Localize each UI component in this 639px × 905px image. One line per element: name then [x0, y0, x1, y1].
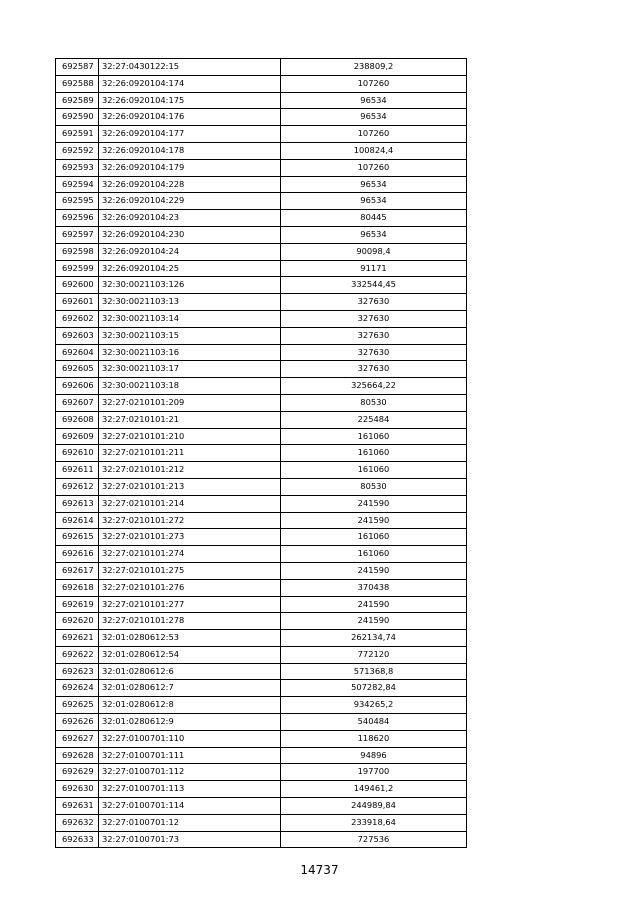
table-row [56, 428, 467, 445]
table-row [56, 142, 467, 159]
table-row [56, 277, 467, 294]
table-row [56, 478, 467, 495]
row-id-cell: 692599 [56, 260, 99, 277]
value-cell: 233918,64 [281, 814, 467, 831]
table-row [56, 596, 467, 613]
row-id-cell: 692604 [56, 344, 99, 361]
table-row [56, 243, 467, 260]
row-id-cell: 692598 [56, 243, 99, 260]
cadastral-number-cell: 32:01:0280612:9 [99, 714, 281, 731]
value-cell: 90098,4 [281, 243, 467, 260]
row-id-cell: 692619 [56, 596, 99, 613]
value-cell: 540484 [281, 714, 467, 731]
cadastral-number-cell: 32:26:0920104:23 [99, 210, 281, 227]
row-id-cell: 692605 [56, 361, 99, 378]
table-row [56, 781, 467, 798]
row-id-cell: 692591 [56, 126, 99, 143]
value-cell: 96534 [281, 226, 467, 243]
value-cell: 225484 [281, 411, 467, 428]
data-table [55, 58, 467, 848]
value-cell: 161060 [281, 546, 467, 563]
row-id-cell: 692629 [56, 764, 99, 781]
cadastral-number-cell: 32:27:0210101:212 [99, 462, 281, 479]
value-cell: 238809,2 [281, 59, 467, 76]
cadastral-number-cell: 32:27:0210101:209 [99, 394, 281, 411]
cadastral-number-cell: 32:27:0210101:211 [99, 445, 281, 462]
value-cell: 370438 [281, 579, 467, 596]
value-cell: 241590 [281, 613, 467, 630]
value-cell: 118620 [281, 730, 467, 747]
page-number: 14737 [300, 863, 339, 877]
row-id-cell: 692615 [56, 529, 99, 546]
cadastral-number-cell: 32:26:0920104:177 [99, 126, 281, 143]
value-cell: 241590 [281, 495, 467, 512]
value-cell: 262134,74 [281, 630, 467, 647]
row-id-cell: 692627 [56, 730, 99, 747]
table-row [56, 176, 467, 193]
row-id-cell: 692597 [56, 226, 99, 243]
cadastral-number-cell: 32:30:0021103:14 [99, 310, 281, 327]
table-row [56, 378, 467, 395]
row-id-cell: 692590 [56, 109, 99, 126]
row-id-cell: 692588 [56, 75, 99, 92]
cadastral-number-cell: 32:26:0920104:176 [99, 109, 281, 126]
value-cell: 327630 [281, 310, 467, 327]
row-id-cell: 692628 [56, 747, 99, 764]
cadastral-number-cell: 32:27:0210101:214 [99, 495, 281, 512]
row-id-cell: 692618 [56, 579, 99, 596]
value-cell: 96534 [281, 193, 467, 210]
table-row [56, 646, 467, 663]
value-cell: 772120 [281, 646, 467, 663]
value-cell: 161060 [281, 428, 467, 445]
table-row [56, 226, 467, 243]
value-cell: 244989,84 [281, 798, 467, 815]
table-row [56, 546, 467, 563]
value-cell: 94896 [281, 747, 467, 764]
value-cell: 161060 [281, 445, 467, 462]
cadastral-number-cell: 32:30:0021103:16 [99, 344, 281, 361]
value-cell: 80530 [281, 478, 467, 495]
cadastral-number-cell: 32:27:0430122:15 [99, 59, 281, 76]
cadastral-number-cell: 32:30:0021103:18 [99, 378, 281, 395]
row-id-cell: 692601 [56, 294, 99, 311]
row-id-cell: 692594 [56, 176, 99, 193]
table-row [56, 730, 467, 747]
table-row [56, 680, 467, 697]
value-cell: 327630 [281, 327, 467, 344]
row-id-cell: 692621 [56, 630, 99, 647]
row-id-cell: 692625 [56, 697, 99, 714]
value-cell: 96534 [281, 109, 467, 126]
value-cell: 241590 [281, 512, 467, 529]
value-cell: 100824,4 [281, 142, 467, 159]
row-id-cell: 692632 [56, 814, 99, 831]
cadastral-number-cell: 32:01:0280612:54 [99, 646, 281, 663]
value-cell: 327630 [281, 294, 467, 311]
cadastral-number-cell: 32:27:0210101:276 [99, 579, 281, 596]
cadastral-number-cell: 32:27:0100701:114 [99, 798, 281, 815]
value-cell: 149461,2 [281, 781, 467, 798]
row-id-cell: 692622 [56, 646, 99, 663]
table-row [56, 193, 467, 210]
cadastral-number-cell: 32:30:0021103:15 [99, 327, 281, 344]
row-id-cell: 692624 [56, 680, 99, 697]
table-row [56, 462, 467, 479]
value-cell: 241590 [281, 562, 467, 579]
table-row [56, 814, 467, 831]
value-cell: 325664,22 [281, 378, 467, 395]
row-id-cell: 692617 [56, 562, 99, 579]
value-cell: 107260 [281, 159, 467, 176]
row-id-cell: 692623 [56, 663, 99, 680]
row-id-cell: 692610 [56, 445, 99, 462]
row-id-cell: 692596 [56, 210, 99, 227]
table-row [56, 260, 467, 277]
cadastral-number-cell: 32:01:0280612:7 [99, 680, 281, 697]
table-row [56, 394, 467, 411]
cadastral-number-cell: 32:27:0210101:21 [99, 411, 281, 428]
table-row [56, 630, 467, 647]
value-cell: 80530 [281, 394, 467, 411]
table-row [56, 663, 467, 680]
row-id-cell: 692616 [56, 546, 99, 563]
cadastral-number-cell: 32:26:0920104:228 [99, 176, 281, 193]
table-row [56, 445, 467, 462]
table-row [56, 327, 467, 344]
row-id-cell: 692593 [56, 159, 99, 176]
value-cell: 107260 [281, 126, 467, 143]
cadastral-number-cell: 32:27:0100701:112 [99, 764, 281, 781]
cadastral-number-cell: 32:27:0100701:73 [99, 831, 281, 848]
row-id-cell: 692607 [56, 394, 99, 411]
row-id-cell: 692592 [56, 142, 99, 159]
cadastral-number-cell: 32:27:0210101:277 [99, 596, 281, 613]
row-id-cell: 692620 [56, 613, 99, 630]
value-cell: 327630 [281, 344, 467, 361]
cadastral-number-cell: 32:27:0210101:273 [99, 529, 281, 546]
table-row [56, 109, 467, 126]
table-body [56, 59, 467, 848]
row-id-cell: 692606 [56, 378, 99, 395]
table-row [56, 159, 467, 176]
table-row [56, 75, 467, 92]
table-row [56, 747, 467, 764]
table-row [56, 613, 467, 630]
table-row [56, 294, 467, 311]
cadastral-number-cell: 32:27:0210101:274 [99, 546, 281, 563]
table-row [56, 562, 467, 579]
cadastral-number-cell: 32:27:0210101:278 [99, 613, 281, 630]
cadastral-number-cell: 32:26:0920104:175 [99, 92, 281, 109]
cadastral-number-cell: 32:27:0100701:12 [99, 814, 281, 831]
table-row [56, 831, 467, 848]
row-id-cell: 692608 [56, 411, 99, 428]
cadastral-number-cell: 32:26:0920104:178 [99, 142, 281, 159]
value-cell: 161060 [281, 529, 467, 546]
table-row [56, 798, 467, 815]
value-cell: 727536 [281, 831, 467, 848]
cadastral-number-cell: 32:01:0280612:6 [99, 663, 281, 680]
table-row [56, 411, 467, 428]
value-cell: 241590 [281, 596, 467, 613]
value-cell: 327630 [281, 361, 467, 378]
value-cell: 96534 [281, 176, 467, 193]
value-cell: 571368,8 [281, 663, 467, 680]
cadastral-number-cell: 32:30:0021103:17 [99, 361, 281, 378]
value-cell: 507282,84 [281, 680, 467, 697]
table-row [56, 495, 467, 512]
row-id-cell: 692631 [56, 798, 99, 815]
cadastral-number-cell: 32:26:0920104:174 [99, 75, 281, 92]
row-id-cell: 692587 [56, 59, 99, 76]
table-row [56, 579, 467, 596]
row-id-cell: 692613 [56, 495, 99, 512]
row-id-cell: 692595 [56, 193, 99, 210]
row-id-cell: 692612 [56, 478, 99, 495]
table-row [56, 714, 467, 731]
cadastral-number-cell: 32:27:0100701:113 [99, 781, 281, 798]
table-row [56, 529, 467, 546]
table-row [56, 697, 467, 714]
row-id-cell: 692626 [56, 714, 99, 731]
table-row [56, 361, 467, 378]
cadastral-number-cell: 32:01:0280612:53 [99, 630, 281, 647]
cadastral-number-cell: 32:27:0210101:272 [99, 512, 281, 529]
value-cell: 96534 [281, 92, 467, 109]
table-row [56, 92, 467, 109]
value-cell: 91171 [281, 260, 467, 277]
row-id-cell: 692633 [56, 831, 99, 848]
table-row [56, 344, 467, 361]
value-cell: 107260 [281, 75, 467, 92]
row-id-cell: 692600 [56, 277, 99, 294]
row-id-cell: 692602 [56, 310, 99, 327]
row-id-cell: 692630 [56, 781, 99, 798]
cadastral-number-cell: 32:01:0280612:8 [99, 697, 281, 714]
value-cell: 80445 [281, 210, 467, 227]
cadastral-number-cell: 32:27:0210101:275 [99, 562, 281, 579]
cadastral-number-cell: 32:26:0920104:25 [99, 260, 281, 277]
row-id-cell: 692611 [56, 462, 99, 479]
cadastral-number-cell: 32:26:0920104:230 [99, 226, 281, 243]
value-cell: 197700 [281, 764, 467, 781]
cadastral-number-cell: 32:26:0920104:24 [99, 243, 281, 260]
table-row [56, 59, 467, 76]
cadastral-number-cell: 32:27:0100701:110 [99, 730, 281, 747]
value-cell: 332544,45 [281, 277, 467, 294]
row-id-cell: 692609 [56, 428, 99, 445]
value-cell: 934265,2 [281, 697, 467, 714]
table-row [56, 764, 467, 781]
table-row [56, 512, 467, 529]
cadastral-number-cell: 32:30:0021103:13 [99, 294, 281, 311]
cadastral-number-cell: 32:30:0021103:126 [99, 277, 281, 294]
cadastral-number-cell: 32:27:0210101:213 [99, 478, 281, 495]
value-cell: 161060 [281, 462, 467, 479]
table-row [56, 210, 467, 227]
row-id-cell: 692614 [56, 512, 99, 529]
row-id-cell: 692603 [56, 327, 99, 344]
cadastral-number-cell: 32:26:0920104:179 [99, 159, 281, 176]
table-row [56, 126, 467, 143]
cadastral-number-cell: 32:27:0100701:111 [99, 747, 281, 764]
cadastral-number-cell: 32:27:0210101:210 [99, 428, 281, 445]
cadastral-number-cell: 32:26:0920104:229 [99, 193, 281, 210]
table-row [56, 310, 467, 327]
row-id-cell: 692589 [56, 92, 99, 109]
